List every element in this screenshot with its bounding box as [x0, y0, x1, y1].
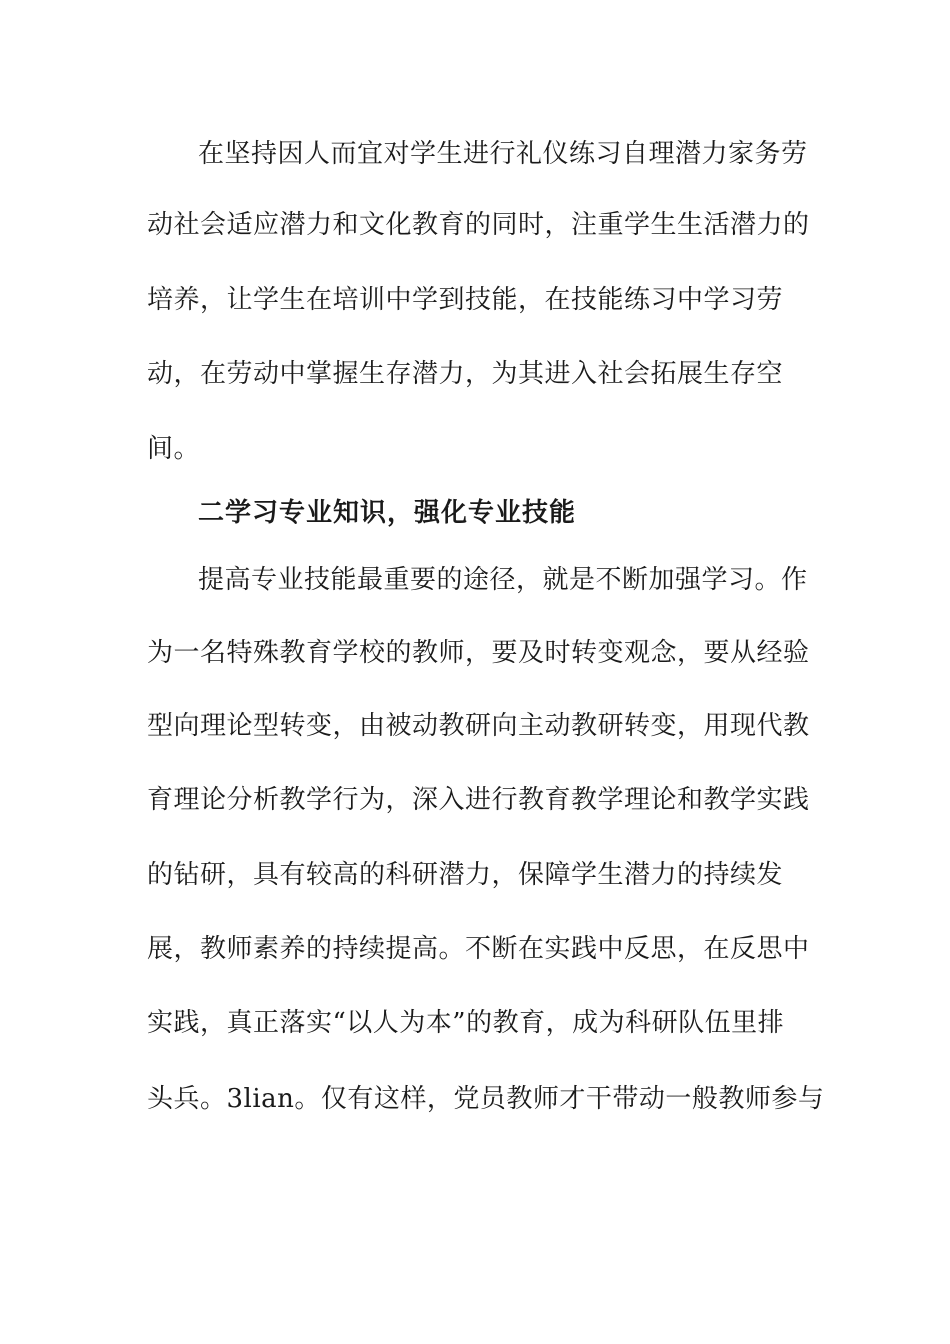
paragraph-2-line-6: 展，教师素养的持续提高。不断在实践中反思，在反思中 [147, 934, 810, 964]
paragraph-1-line-4: 动，在劳动中掌握生存潜力，为其进入社会拓展生存空 [147, 359, 784, 389]
paragraph-1-line-2: 动社会适应潜力和文化教育的同时，注重学生生活潜力的 [147, 210, 810, 240]
paragraph-2-line-7: 实践，真正落实“以人为本”的教育，成为科研队伍里排 [147, 1008, 785, 1038]
paragraph-2-line-2: 为一名特殊教育学校的教师，要及时转变观念，要从经验 [147, 638, 810, 668]
paragraph-2-line-5: 的钻研，具有较高的科研潜力，保障学生潜力的持续发 [147, 860, 784, 890]
paragraph-2-line-3: 型向理论型转变，由被动教研向主动教研转变，用现代教 [147, 711, 810, 741]
paragraph-2-line-1: 提高专业技能最重要的途径，就是不断加强学习。作 [198, 565, 808, 595]
paragraph-2-line-8: 头兵。3lian。仅有这样，党员教师才干带动一般教师参与 [147, 1084, 825, 1114]
paragraph-2-line-4: 育理论分析教学行为，深入进行教育教学理论和教学实践 [147, 785, 810, 815]
section-heading: 二学习专业知识，强化专业技能 [198, 498, 577, 528]
paragraph-1-line-5: 间。 [147, 434, 201, 464]
paragraph-1-line-1: 在坚持因人而宜对学生进行礼仪练习自理潜力家务劳 [198, 139, 808, 169]
paragraph-1-line-3: 培养，让学生在培训中学到技能，在技能练习中学习劳 [147, 285, 784, 315]
